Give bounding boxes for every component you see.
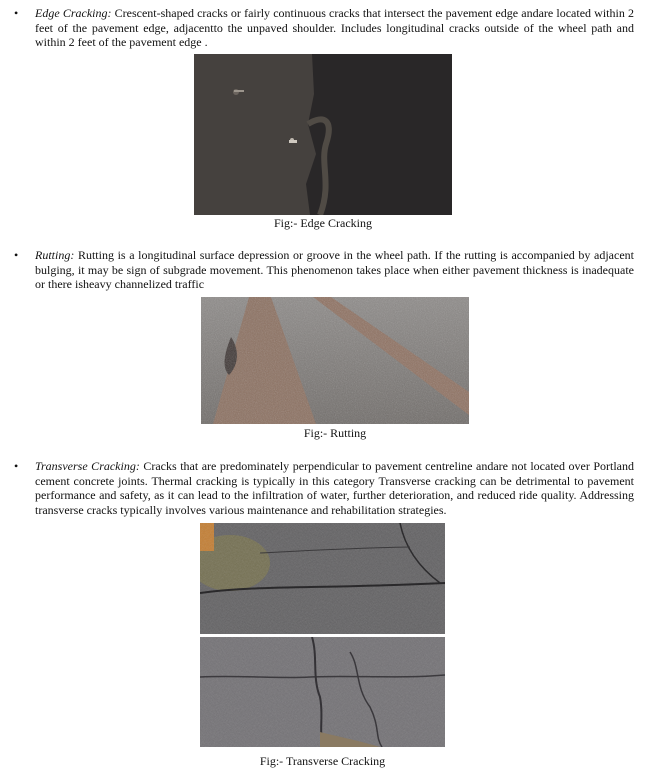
bullet-marker: • <box>14 6 19 20</box>
edge-cracking-term: Edge Cracking: <box>35 6 112 20</box>
edge-cracking-item <box>14 6 634 50</box>
rutting-caption: Fig:- Rutting <box>303 426 367 440</box>
transverse-cracking-paragraph <box>35 459 634 517</box>
bullet-marker: • <box>14 459 19 473</box>
bullet-marker: • <box>14 248 19 262</box>
transverse-cracking-photo-top <box>200 523 445 634</box>
transverse-cracking-item <box>14 459 634 517</box>
rutting-text: Rutting is a longitudinal surface depression or groove in the wheel path. If the rutting is accompanied by adjacent bulging, it may be sign of subgrade movement. This phenomenon takes place when either pavement thickness is inadequate or there isheavy channelized traffic <box>35 248 634 291</box>
edge-cracking-text: Crescent-shaped cracks or fairly continuous cracks that intersect the pavement edge andare located within 2 feet of the pavement edge, adjacentto the unpaved shoulder. Includes longitudinal cracks outside of the wheel path and within 2 feet of the pavement edge . <box>35 6 635 49</box>
rutting-item <box>14 248 634 292</box>
edge-cracking-photo <box>194 54 452 215</box>
rutting-photo <box>201 297 469 424</box>
rutting-paragraph <box>35 248 634 292</box>
transverse-cracking-caption: Fig:- Transverse Cracking <box>259 754 386 768</box>
transverse-cracking-term: Transverse Cracking: <box>35 459 140 473</box>
edge-cracking-caption: Fig:- Edge Cracking <box>274 216 372 230</box>
edge-cracking-paragraph <box>35 6 634 50</box>
rutting-term: Rutting: <box>35 248 75 262</box>
transverse-cracking-text: Cracks that are predominately perpendicular to pavement centreline andare not located over Portland cement concrete joints. Thermal cracking is typically in this category Transverse cracking can be detrimental to pavement performance and safety, as it can lead to the infiltration of water, further deterioration, and reduced ride quality. Addressing transverse cracks typically involves various maintenance and rehabilitation strategies. <box>35 459 634 517</box>
transverse-cracking-photo-bottom <box>200 637 445 747</box>
